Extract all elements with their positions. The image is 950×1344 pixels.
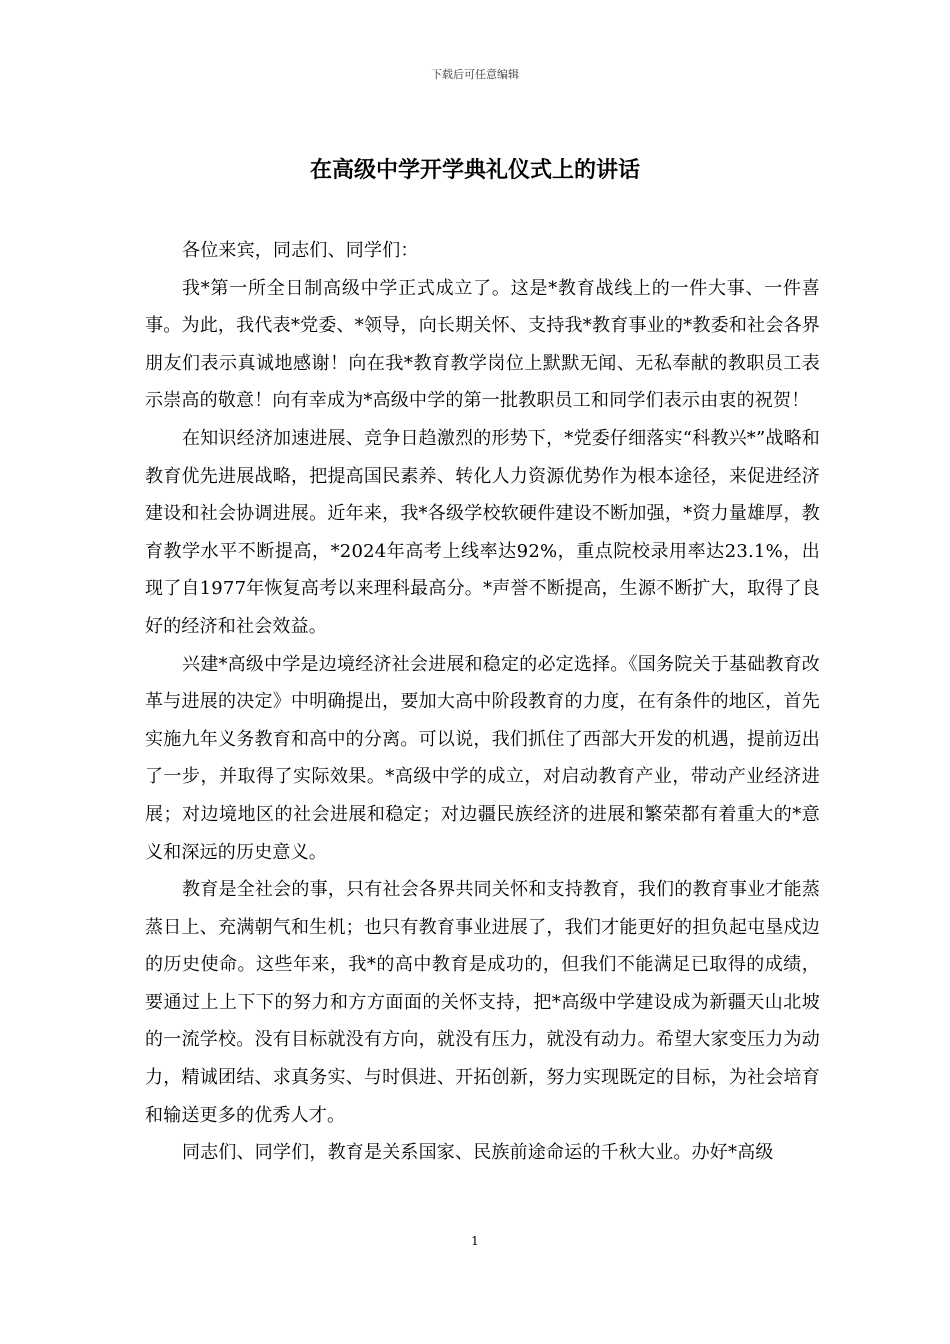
speech-body (145, 232, 820, 1172)
body-paragraph: 在知识经济加速进展、竞争日趋激烈的形势下，*党委仔细落实“科教兴*”战略和教育优先进展战略，把提高国民素养、转化人力资源优势作为根本途径，来促进经济建设和社会协调进展。近年来，我*各级学校软硬件建设不断加强，*资力量雄厚，教育教学水平不断提高，*2024年高考上线率达92%，重点院校录用率达23.1%，出现了自1977年恢复高考以来理科最高分。*声誉不断提高，生源不断扩大，取得了良好的经济和社会效益。 (145, 427, 820, 637)
body-paragraph: 同志们、同学们，教育是关系国家、民族前途命运的千秋大业。办好*高级 (182, 1142, 774, 1164)
salutation-paragraph: 各位来宾，同志们、同学们： (182, 240, 419, 261)
header-note: 下载后可任意编辑 (431, 68, 519, 81)
body-paragraph: 教育是全社会的事，只有社会各界共同关怀和支持教育，我们的教育事业才能蒸蒸日上、充满朝气和生机；也只有教育事业进展了，我们才能更好的担负起屯垦戍边的历史使命。这些年来，我*的高中教育是成功的，但我们不能满足已取得的成绩，要通过上上下下的努力和方方面面的关怀支持，把*高级中学建设成为新疆天山北坡的一流学校。没有目标就没有方向，就没有压力，就没有动力。希望大家变压力为动力，精诚团结、求真务实、与时俱进、开拓创新，努力实现既定的目标，为社会培育和输送更多的优秀人才。 (145, 879, 820, 1126)
body-paragraph: 我*第一所全日制高级中学正式成立了。这是*教育战线上的一件大事、一件喜事。为此，我代表*党委、*领导，向长期关怀、支持我*教育事业的*教委和社会各界朋友们表示真诚地感谢！向在我*教育教学岗位上默默无闻、无私奉献的教职员工表示崇高的敬意！向有幸成为*高级中学的第一批教职员工和同学们表示由衷的祝贺！ (145, 277, 820, 412)
body-paragraph: 兴建*高级中学是边境经济社会进展和稳定的必定选择。《国务院关于基础教育改革与进展的决定》中明确提出，要加大高中阶段教育的力度，在有条件的地区，首先实施九年义务教育和高中的分离。可以说，我们抓住了西部大开发的机遇，提前迈出了一步，并取得了实际效果。*高级中学的成立，对启动教育产业，带动产业经济进展；对边境地区的社会进展和稳定；对边疆民族经济的进展和繁荣都有着重大的*意义和深远的历史意义。 (145, 653, 820, 863)
document-title: 在高级中学开学典礼仪式上的讲话 (309, 158, 640, 183)
page-number: 1 (471, 1234, 479, 1248)
